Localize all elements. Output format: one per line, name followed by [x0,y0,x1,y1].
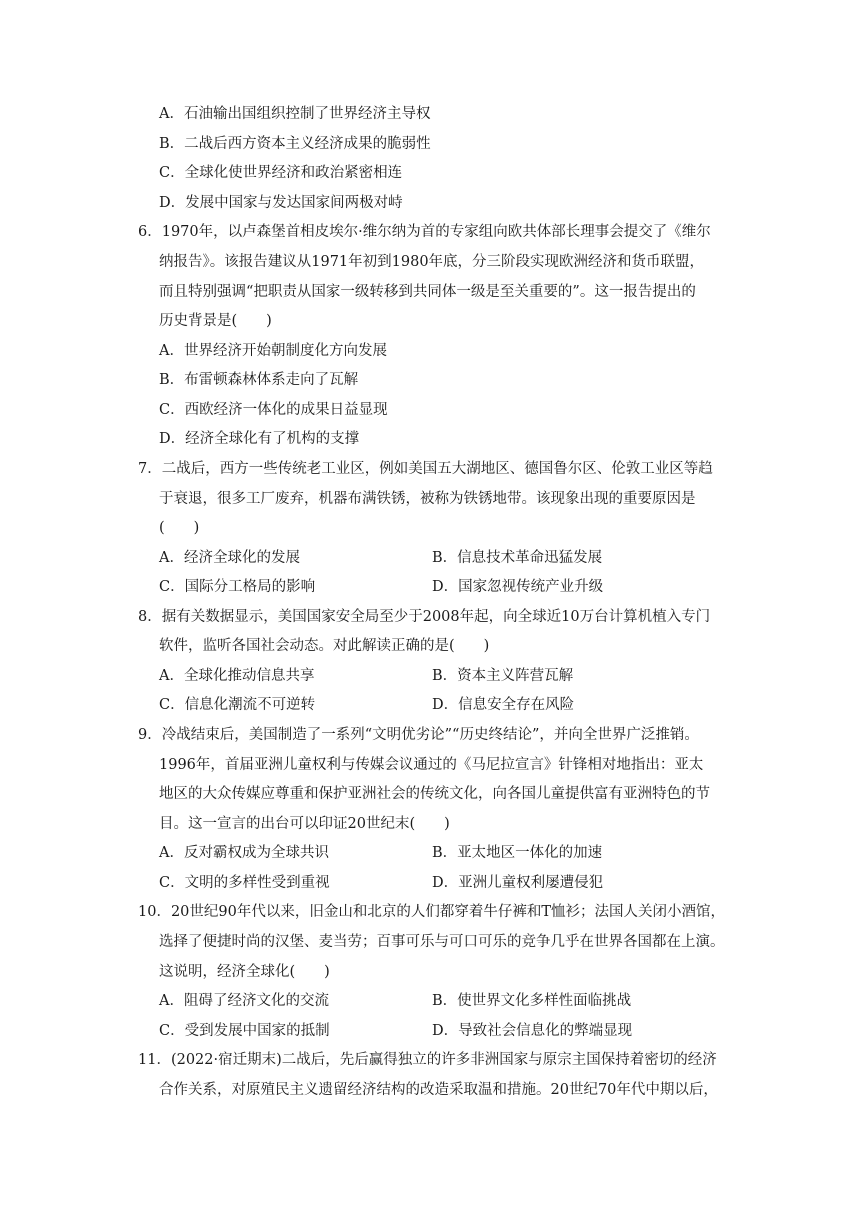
document-page: A．石油输出国组织控制了世界经济主导权 B．二战后西方资本主义经济成果的脆弱性 C．全球化使世界经济和政治紧密相连 D．发展中国家与发达国家间两极对峙 6．1970年，以卢森堡首相皮埃尔·维尔纳为首的专家组向欧共体部长理事会提交了《维尔 纳报告》。该报告建议从1971年初到1980年底，分三阶段实现欧洲经济和货币联盟， 而且特别强调“把职责从国家一级转移到共同体一级是至关重要的”。这一报告提出的 历史背景是( ) A．世界经济开始朝制度化方向发展 B．布雷顿森林体系走向了瓦解 C．西欧经济一体化的成果日益显现 D．经济全球化有了机构的支撑 7．二战后，西方一些传统老工业区，例如美国五大湖地区、德国鲁尔区、伦敦工业区等趋 于衰退，很多工厂废弃，机器布满铁锈，被称为铁锈地带。该现象出现的重要原因是 ( ) A．经济全球化的发展 B．信息技术革命迅猛发展 C．国际分工格局的影响 D．国家忽视传统产业升级 8．据有关数据显示，美国国家安全局至少于2008年起，向全球近10万台计算机植入专门 软件，监听各国社会动态。对此解读正确的是( ) A．全球化推动信息共享 B．资本主义阵营瓦解 C．信息化潮流不可逆转 D．信息安全存在风险 9．冷战结束后，美国制造了一系列“文明优劣论”“历史终结论”，并向全世界广泛推销。 1996年，首届亚洲儿童权利与传媒会议通过的《马尼拉宣言》针锋相对地指出：亚太 地区的大众传媒应尊重和保护亚洲社会的传统文化，向各国儿童提供富有亚洲特色的节 目。这一宣言的出台可以印证20世纪末( ) A．反对霸权成为全球共识 B．亚太地区一体化的加速 C．文明的多样性受到重视 D．亚洲儿童权利屡遭侵犯 10．20世纪90年代以来，旧金山和北京的人们都穿着牛仔裤和T恤衫；法国人关闭小酒馆， 选择了便捷时尚的汉堡、麦当劳；百事可乐与可口可乐的竞争几乎在世界各国都在上演。 这说明，经济全球化( ) A．阻碍了经济文化的交流 B．使世界文化多样性面临挑战 C．受到发展中国家的抵制 D．导致社会信息化的弊端显现 11．(2022·宿迁期末)二战后，先后赢得独立的许多非洲国家与原宗主国保持着密切的经济 合作关系，对原殖民主义遗留经济结构的改造采取温和措施。20世纪70年代中期以后， [138,106,726,1098]
q8-option-b: B．资本主义阵营瓦解 [432,668,574,684]
q10-option-c: C．受到发展中国家的抵制 [159,1023,330,1039]
q8-option-a: A．全球化推动信息共享 [159,668,315,684]
q8-option-c: C．信息化潮流不可逆转 [159,697,316,713]
q9-option-a: A．反对霸权成为全球共识 [159,845,329,861]
q9-option-d: D．亚洲儿童权利屡遭侵犯 [432,875,604,891]
q10-option-b: B．使世界文化多样性面临挑战 [432,993,632,1009]
q10-option-a: A．阻碍了经济文化的交流 [159,993,329,1009]
q7-option-b: B．信息技术革命迅猛发展 [432,550,603,566]
q9-option-c: C．文明的多样性受到重视 [159,875,330,891]
q7-option-a: A．经济全球化的发展 [159,550,300,566]
q7-option-c: C．国际分工格局的影响 [159,579,316,595]
q9-option-b: B．亚太地区一体化的加速 [432,845,603,861]
q7-option-d: D．国家忽视传统产业升级 [432,579,604,595]
q8-option-d: D．信息安全存在风险 [432,697,575,713]
q10-option-d: D．导致社会信息化的弊端显现 [432,1023,633,1039]
